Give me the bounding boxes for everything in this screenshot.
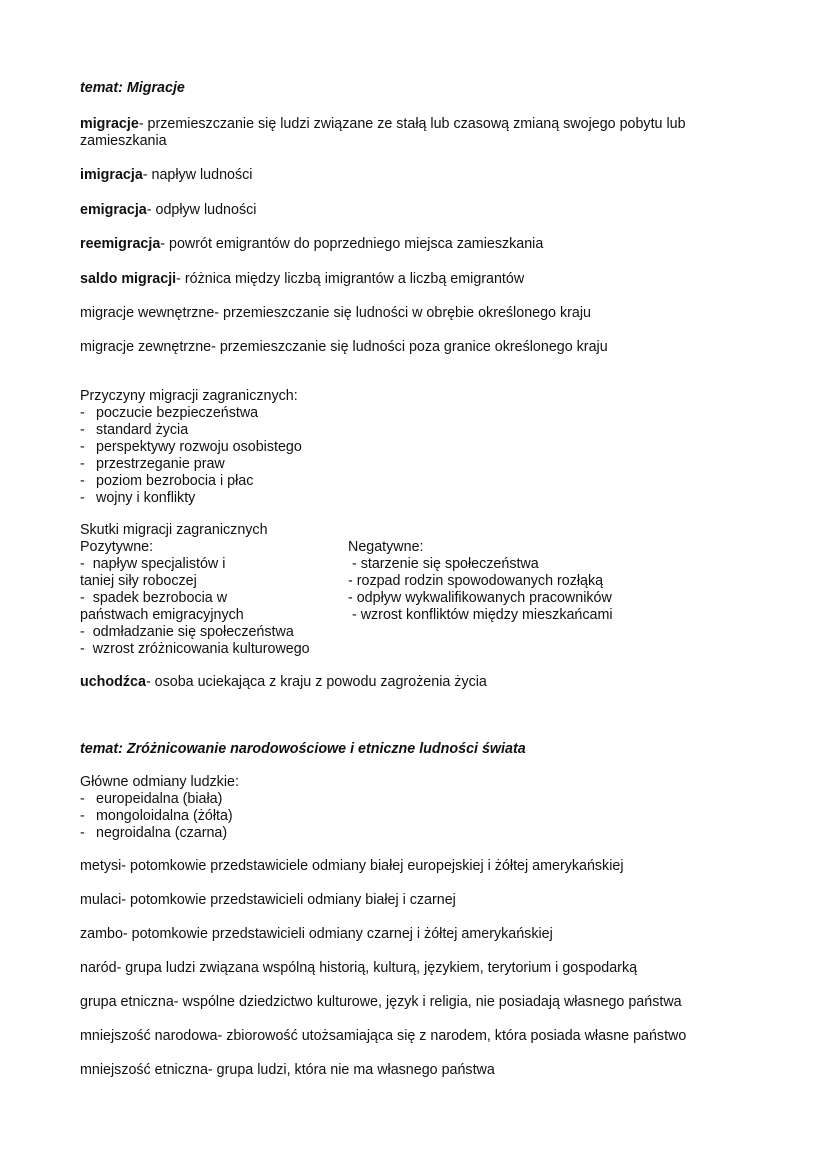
definition-text: przemieszczanie się ludzi związane ze stałą lub czasową zmianą swojego pobytu lub zamieszkania <box>80 116 686 149</box>
term: saldo migracji <box>80 271 177 287</box>
negative-line: - wzrost konfliktów między mieszkańcami <box>348 607 613 623</box>
separator: - <box>160 236 170 252</box>
positive-line: - spadek bezrobocia w <box>80 590 228 606</box>
definition-metysi: metysi- potomkowie przedstawiciele odmiany białej europejskiej i żółtej amerykańskiej <box>80 858 624 874</box>
definition-uchodzca <box>80 674 487 691</box>
negative-line: - odpływ wykwalifikowanych pracowników <box>348 590 612 606</box>
definition-migracje <box>80 116 750 150</box>
causes-list <box>80 388 302 507</box>
definition-text: różnica między liczbą imigrantów a liczbą emigrantów <box>184 271 525 287</box>
definition-narod: naród- grupa ludzi związana wspólną historią, kulturą, językiem, terytorium i gospodarką <box>80 960 638 976</box>
positive-line: państwach emigracyjnych <box>80 607 244 623</box>
list-item: - wojny i konflikty <box>80 490 196 506</box>
term: migracje <box>80 116 139 132</box>
list-item: - standard życia <box>80 422 189 438</box>
separator: - <box>145 674 155 690</box>
separator: - <box>176 271 185 287</box>
races-list <box>80 774 239 842</box>
positive-line: - odmładzanie się społeczeństwa <box>80 624 294 640</box>
effects-heading: Skutki migracji zagranicznych <box>80 522 268 538</box>
positive-line: - napływ specjalistów i <box>80 556 226 572</box>
definition-text: odpływ ludności <box>155 202 257 218</box>
definition-saldo-migracji <box>80 271 524 288</box>
list-item: - europeidalna (biała) <box>80 791 223 807</box>
list-item: - perspektywy rozwoju osobistego <box>80 439 302 455</box>
definition-imigracja <box>80 167 252 184</box>
definition-migracje-zewnetrzne: migracje zewnętrzne- przemieszczanie się ludności poza granice określonego kraju <box>80 339 608 355</box>
negative-line: - starzenie się społeczeństwa <box>348 556 539 572</box>
term: reemigracja <box>80 236 161 252</box>
positive-line: - wzrost zróżnicowania kulturowego <box>80 641 310 657</box>
positive-line: taniej siły roboczej <box>80 573 197 589</box>
list-item: - poziom bezrobocia i płac <box>80 473 254 489</box>
definition-text: napływ ludności <box>151 167 253 183</box>
definition-grupa-etniczna: grupa etniczna- wspólne dziedzictwo kulturowe, język i religia, nie posiadają własnego państwa <box>80 994 682 1010</box>
causes-heading: Przyczyny migracji zagranicznych: <box>80 388 298 404</box>
definition-emigracja <box>80 202 256 219</box>
term: imigracja <box>80 167 143 183</box>
definition-mniejszosc-etniczna: mniejszość etniczna- grupa ludzi, która nie ma własnego państwa <box>80 1062 495 1078</box>
list-item: - przestrzeganie praw <box>80 456 225 472</box>
definition-mniejszosc-narodowa: mniejszość narodowa- zbiorowość utożsamiająca się z narodem, która posiada własne państwo <box>80 1028 687 1044</box>
races-heading: Główne odmiany ludzkie: <box>80 774 239 790</box>
term: emigracja <box>80 202 147 218</box>
effects-negative <box>348 539 613 624</box>
definition-zambo: zambo- potomkowie przedstawicieli odmiany czarnej i żółtej amerykańskiej <box>80 926 553 942</box>
definition-text: osoba uciekająca z kraju z powodu zagrożenia życia <box>154 674 487 690</box>
definition-migracje-wewnetrzne: migracje wewnętrzne- przemieszczanie się ludności w obrębie określonego kraju <box>80 305 591 321</box>
definition-reemigracja <box>80 236 543 253</box>
list-item: - mongoloidalna (żółta) <box>80 808 233 824</box>
definition-mulaci: mulaci- potomkowie przedstawicieli odmiany białej i czarnej <box>80 892 456 908</box>
separator: - <box>138 116 148 132</box>
definition-text: powrót emigrantów do poprzedniego miejsca zamieszkania <box>169 236 544 252</box>
negative-heading: Negatywne: <box>348 539 424 555</box>
section-title-zroznicowanie: temat: Zróżnicowanie narodowościowe i etniczne ludności świata <box>80 741 526 757</box>
separator: - <box>142 167 152 183</box>
effects-positive <box>80 522 310 658</box>
section-title-migracje: temat: Migracje <box>80 80 185 96</box>
term: uchodźca <box>80 674 146 690</box>
list-item: - poczucie bezpieczeństwa <box>80 405 259 421</box>
positive-heading: Pozytywne: <box>80 539 154 555</box>
negative-line: - rozpad rodzin spowodowanych rozłąką <box>348 573 604 589</box>
list-item: - negroidalna (czarna) <box>80 825 228 841</box>
separator: - <box>146 202 156 218</box>
